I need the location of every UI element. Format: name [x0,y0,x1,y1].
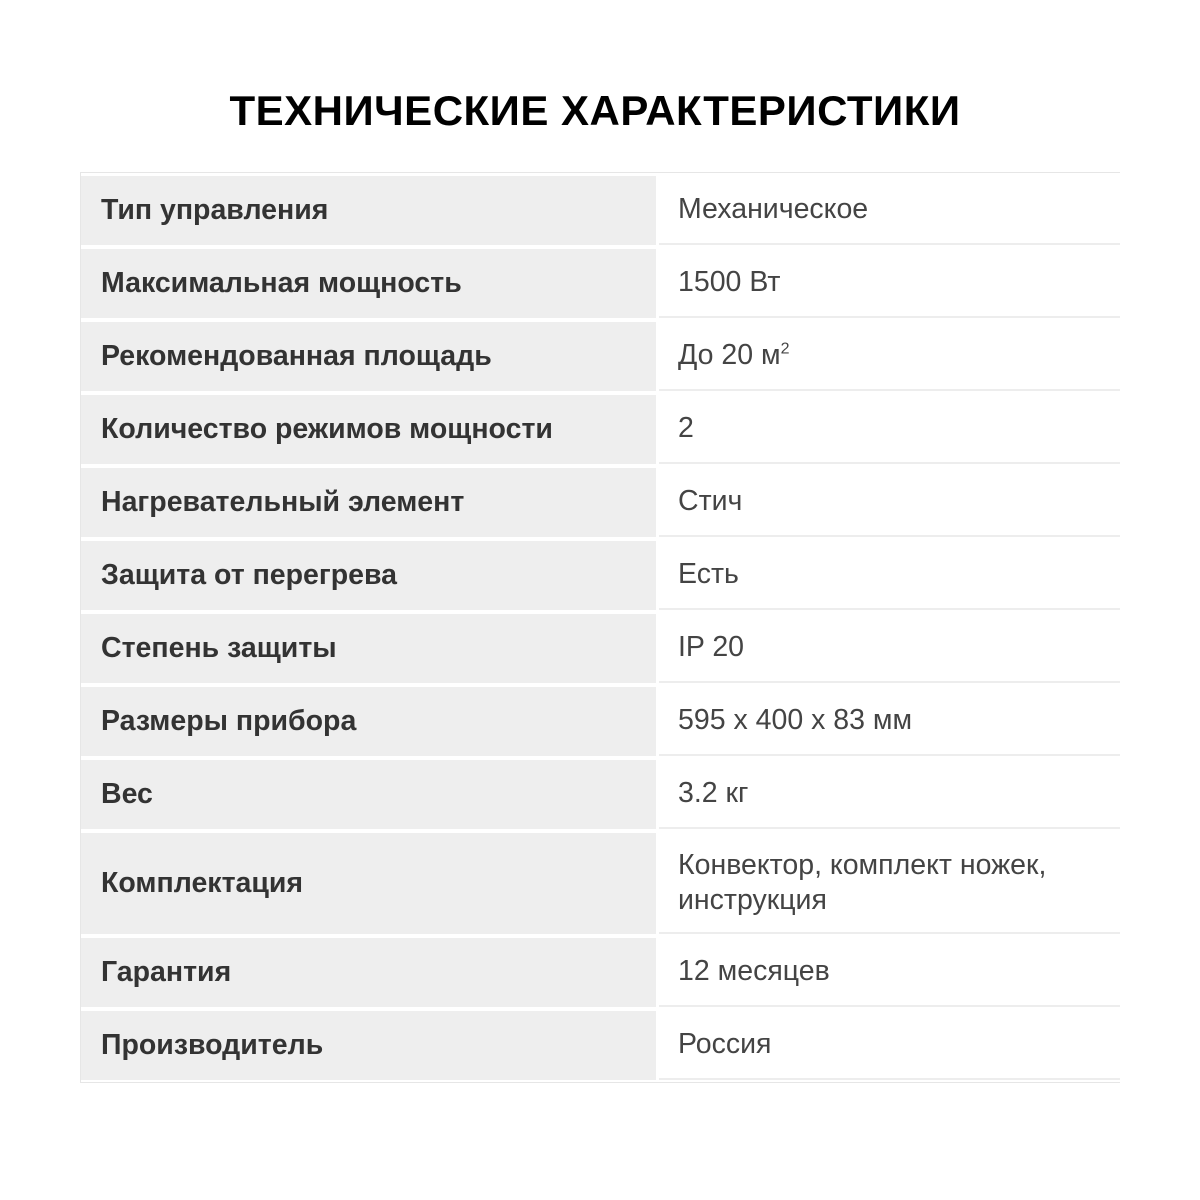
spec-row-recommended-area [81,322,1120,391]
spec-label: Рекомендованная площадь [81,322,659,391]
spec-label: Комплектация [81,833,659,934]
spec-value: 2 [659,395,1120,464]
spec-row-package-contents [81,833,1120,934]
spec-label: Количество режимов мощности [81,395,659,464]
spec-value-superscript: 2 [780,340,790,358]
spec-value: Есть [659,541,1120,610]
spec-label: Размеры прибора [81,687,659,756]
spec-row-power-modes [81,395,1120,464]
spec-value: 12 месяцев [659,938,1120,1007]
spec-label: Вес [81,760,659,829]
spec-table-body [81,172,1120,1084]
spec-row-dimensions [81,687,1120,756]
spec-row-heating-element [81,468,1120,537]
spec-row-control-type [81,176,1120,245]
spec-value: Стич [659,468,1120,537]
spec-value: Россия [659,1011,1120,1080]
spec-label: Производитель [81,1011,659,1080]
spec-label: Нагревательный элемент [81,468,659,537]
spec-label: Степень защиты [81,614,659,683]
spec-value [659,322,1120,391]
spec-row-weight [81,760,1120,829]
spec-value: Конвектор, комплект ножек, инструкция [659,833,1120,934]
page-title: ТЕХНИЧЕСКИЕ ХАРАКТЕРИСТИКИ [229,87,961,134]
spec-row-warranty [81,938,1120,1007]
spec-label: Защита от перегрева [81,541,659,610]
spec-table [80,172,1120,1083]
spec-label: Гарантия [81,938,659,1007]
spec-value: 595 x 400 x 83 мм [659,687,1120,756]
spec-label: Максимальная мощность [81,249,659,318]
spec-row-max-power [81,249,1120,318]
spec-row-overheat-protection [81,541,1120,610]
spec-value: Механическое [659,176,1120,245]
spec-value: IP 20 [659,614,1120,683]
spec-label: Тип управления [81,176,659,245]
spec-value-text: До 20 м [678,339,781,371]
spec-row-protection-rating [81,614,1120,683]
spec-value: 1500 Вт [659,249,1120,318]
spec-row-manufacturer [81,1011,1120,1080]
spec-value: 3.2 кг [659,760,1120,829]
